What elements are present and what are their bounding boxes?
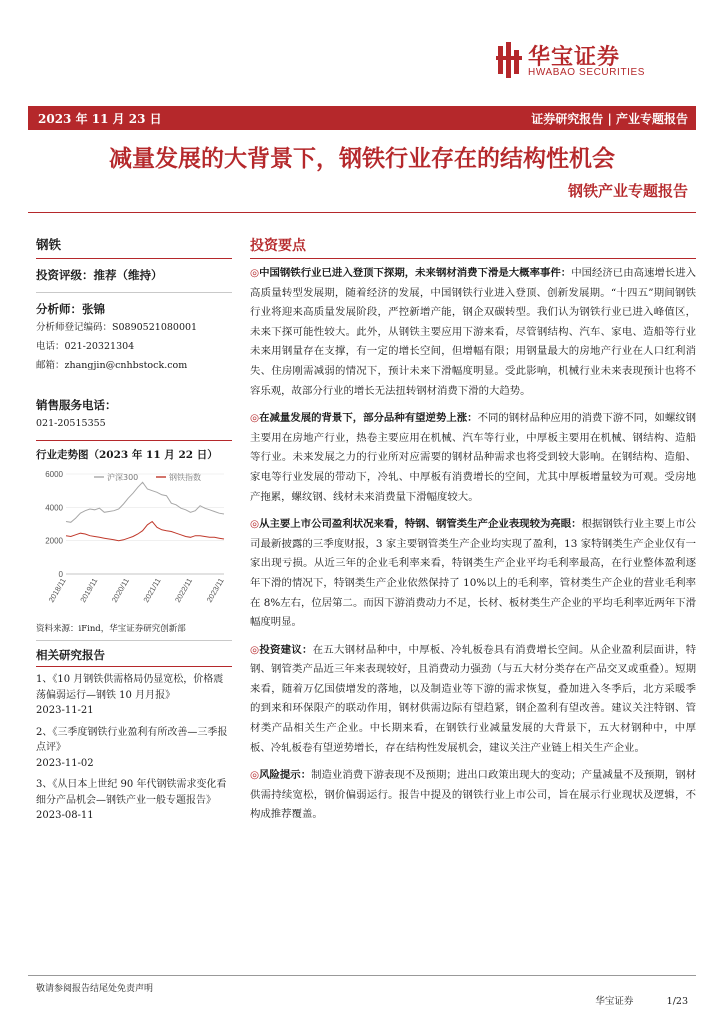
sidebar-divider [36,666,232,667]
chart-y-tick-label: 4000 [45,503,63,513]
chart-legend-label: 沪深300 [107,473,139,482]
key-point-paragraph [250,409,696,507]
bullet-icon: ◎ [250,267,260,279]
related-report-date: 2023-08-11 [36,810,94,821]
key-point-heading: 投资建议： [259,643,313,656]
investment-rating: 投资评级：推荐（维持） [36,268,163,282]
footer-company: 华宝证券 [595,996,634,1007]
chart-x-tick-label: 2020/11 [109,576,131,605]
related-report-title: 2、《三季度钢铁行业盈利有所改善—三季报点评》 [36,726,228,753]
sidebar-divider [36,258,232,259]
analyst-phone: 电话：021-20321304 [36,341,135,352]
hwabao-logo-mark-icon [496,42,522,78]
bullet-icon: ◎ [250,518,260,531]
bullet-icon: ◎ [250,643,260,656]
key-point-body: 不同的钢材品种应用的消费下游不同，如螺纹钢主要用在房地产行业，热卷主要应用在机械、汽车等行业，中厚板主要用在机械、钢结构、造船等行业。未来发展之力的行业所对应需要的钢材品种需求也将受到较大影响。在钢结构、造船、家电等行业发展的带动下，冷轧、中厚板有消费增长的空间，尤其中厚板增量较为可观。受房地产拖累，螺纹钢、线材未来消费量下滑幅度较大。 [250,412,697,503]
key-points [250,264,696,833]
related-report-item[interactable] [36,725,232,772]
related-report-title: 3、《从日本上世纪 90 年代钢铁需求变化看细分产品机会—钢铁产业一般专题报告》 [36,779,227,806]
chart-x-tick-label: 2023/11 [204,576,226,605]
related-report-date: 2023-11-02 [36,757,94,769]
chart-y-tick-label: 6000 [45,470,63,479]
industry-label: 钢铁 [36,237,62,252]
key-point-body: 在五大钢材品种中，中厚板、冷轧板卷具有消费增长空间。从企业盈利层面讲，特钢、钢管类产品近三年来表现较好，且消费动力强劲（与五大材分类存在产品交叉或重叠）。短期来看，随着万亿国债增发的落地，以及制造业等下游的需求恢复，叠加进入冬季后，北方采暖季的到来和环保限产的联动作用，钢材供需边际有望趋紧，钢企盈利有望改善。建议关注特钢、管材类产品相关生产企业。中长期来看，在钢铁行业减量发展的大背景下，五大材钢种中，中厚板、冷轧板卷有望逆势增长，存在结构性发展机会，建议关注产业链上相关生产企业。 [250,643,697,754]
trend-chart-svg [36,464,232,614]
analyst-email: 邮箱：zhangjin@cnhbstock.com [36,360,188,371]
chart-x-tick-label: 2018/11 [46,576,68,605]
related-report-title: 1、《10 月钢铁供需格局仍显宽松，价格震荡偏弱运行—钢铁 10 月月报》 [36,674,224,701]
sales-label: 销售服务电话： [36,398,117,412]
chart-x-tick-label: 2021/11 [141,576,163,605]
key-point-paragraph [250,766,696,825]
report-date: 2023 年 11 月 23 日 [38,112,162,126]
key-point-paragraph [250,264,696,401]
chart-series-line [66,482,224,522]
report-type: 证券研究报告 | 产业专题报告 [531,112,688,126]
chart-legend-label: 钢铁指数 [169,473,201,482]
chart-y-tick-label: 2000 [45,536,63,546]
footer-divider [28,975,696,976]
sidebar-divider [36,292,232,293]
logo-name-en: HWABAO SECURITIES [528,67,646,78]
industry-trend-chart [36,464,232,614]
chart-source: 资料来源：iFind，华宝证券研究创新部 [36,624,186,634]
related-reports-title: 相关研究报告 [36,648,105,662]
logo-name-cn: 华宝证券 [528,45,621,70]
key-point-heading: 从主要上市公司盈利状况来看，特钢、钢管类生产企业表现较为亮眼： [259,518,582,531]
related-report-item[interactable] [36,672,232,719]
sidebar-divider [36,440,232,441]
key-point-heading: 在减量发展的背景下，部分品种有望逆势上涨： [259,412,478,425]
key-point-paragraph [250,641,696,759]
key-point-body: 根据钢铁行业主要上市公司最新披露的三季度财报，3 家主要钢管类生产企业均实现了盈利，13 家特钢类生产企业仅有一家出现亏损。从近三年的企业毛利率来看，特钢类生产企业平均毛利率最高，在行业整体盈利逐年下滑的情况下，特钢类生产企业依然保持了 10%以上的毛利率，管材类生产企业的营业毛利率在 8%左右，位居第二。而因下游消费动力不足，长材、板材类生产企业的平均毛利率近两年下滑幅度明显。 [250,518,697,629]
section-divider [250,258,696,259]
related-reports-list [36,672,232,830]
key-point-body: 中国经济已由高速增长进入高质量转型发展期，随着经济的发展，中国钢铁行业进入登顶、创新发展期。“十四五”期间钢铁行业将迎来高质量发展阶段，严控新增产能，钢企双碳转型。我们认为钢铁行业已进入峰值区，未来下探可能性较大。此外，从钢铁主要应用下游来看，尽管钢结构、汽车、家电、造船等行业未来用钢量存在支撑，有一定的增长空间，但增幅有限；用钢量最大的房地产行业在人口红利消失、住房刚需减弱的情况下，预计未来下滑幅度明显。受此影响，机械行业未来表现预计也将不容乐观，故部分行业的增长无法扭转钢材消费下滑的大趋势。 [250,267,697,397]
disclaimer-note: 敬请参阅报告结尾处免责声明 [36,984,154,994]
key-point-heading: 风险提示： [259,769,312,782]
section-title: 投资要点 [250,238,306,254]
chart-title: 行业走势图（2023 年 11 月 22 日） [36,449,218,461]
chart-y-tick-label: 0 [58,570,63,579]
chart-x-tick-label: 2019/11 [78,576,100,605]
analyst-name: 分析师：张锦 [36,302,105,316]
analyst-cert: 分析师登记编码：S0890521080001 [36,322,198,333]
report-title: 减量发展的大背景下，钢铁行业存在的结构性机会 [109,145,615,172]
title-divider [28,212,696,213]
key-point-heading: 中国钢铁行业已进入登顶下探期，未来钢材消费下滑是大概率事件： [259,267,572,279]
related-report-item[interactable] [36,777,232,824]
report-subtitle: 钢铁产业专题报告 [567,182,688,200]
chart-series-line [66,522,224,541]
chart-x-tick-label: 2022/11 [173,576,195,605]
key-point-paragraph [250,515,696,633]
sidebar-divider [36,640,232,641]
bullet-icon: ◎ [250,769,260,782]
sales-phone: 021-20515355 [36,418,106,429]
related-report-date: 2023-11-21 [36,705,94,716]
page-number: 1/23 [666,996,688,1007]
key-point-body: 制造业消费下游表现不及预期；进出口政策出现大的变动；产量减量不及预期，钢材供需持续宽松，钢价偏弱运行。报告中提及的钢铁行业上市公司，旨在展示行业现状及逻辑，不构成推荐覆盖。 [250,769,697,821]
footer-info [595,993,688,1007]
bullet-icon: ◎ [250,412,260,425]
